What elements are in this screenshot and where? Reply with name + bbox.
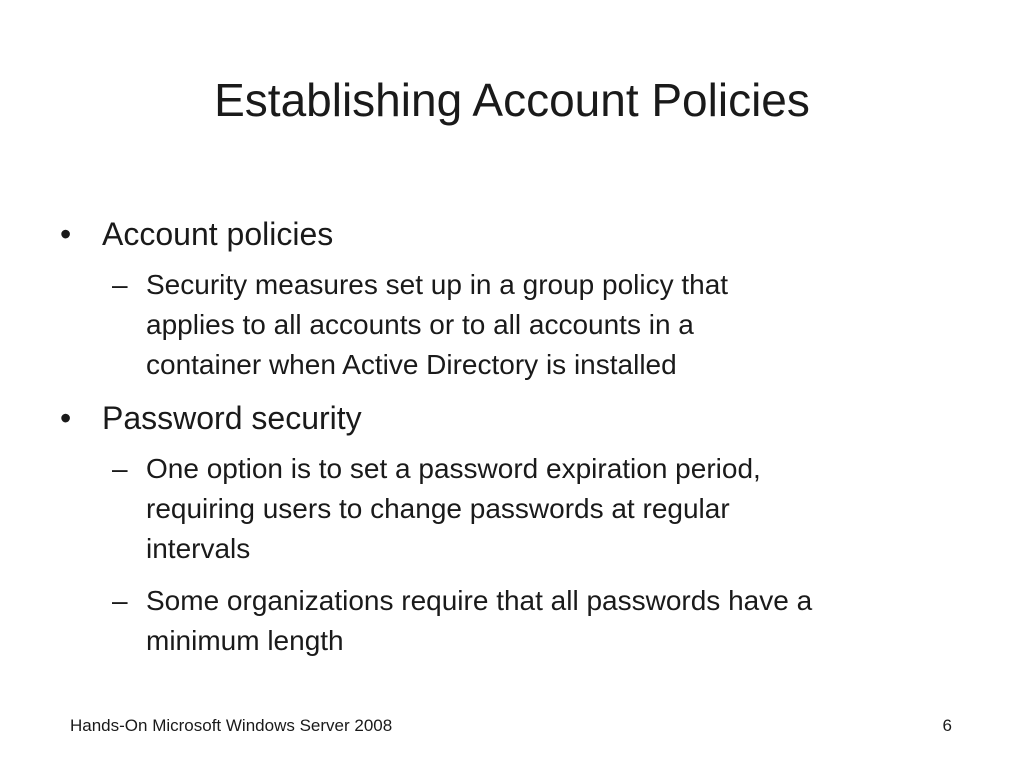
sub-bullet-text [146, 581, 966, 661]
footer-page-number: 6 [942, 716, 952, 735]
dash-marker: – [112, 269, 128, 300]
bullet-text: Password security [102, 400, 362, 436]
sub-bullet-line: minimum length [146, 625, 344, 656]
sub-bullet-line: requiring users to change passwords at regular [146, 493, 730, 524]
bullet-marker: • [60, 216, 72, 252]
sub-bullet-line: container when Active Directory is installed [146, 349, 677, 380]
sub-bullet-line: intervals [146, 533, 251, 564]
bullet-marker: • [60, 400, 72, 436]
sub-bullet-text [146, 265, 966, 385]
sub-bullet-line: Some organizations require that all passwords have a [146, 585, 813, 616]
sub-bullet-line: Security measures set up in a group policy that [146, 269, 729, 300]
bullet-text: Account policies [102, 216, 334, 252]
sub-bullet-line: applies to all accounts or to all accounts in a [146, 309, 694, 340]
dash-marker: – [112, 585, 128, 616]
dash-marker: – [112, 453, 128, 484]
footer-course-title: Hands-On Microsoft Windows Server 2008 [70, 716, 393, 735]
sub-bullet-line: One option is to set a password expiration period, [146, 453, 761, 484]
sub-bullet-text [146, 449, 966, 569]
slide-title: Establishing Account Policies [214, 74, 810, 126]
